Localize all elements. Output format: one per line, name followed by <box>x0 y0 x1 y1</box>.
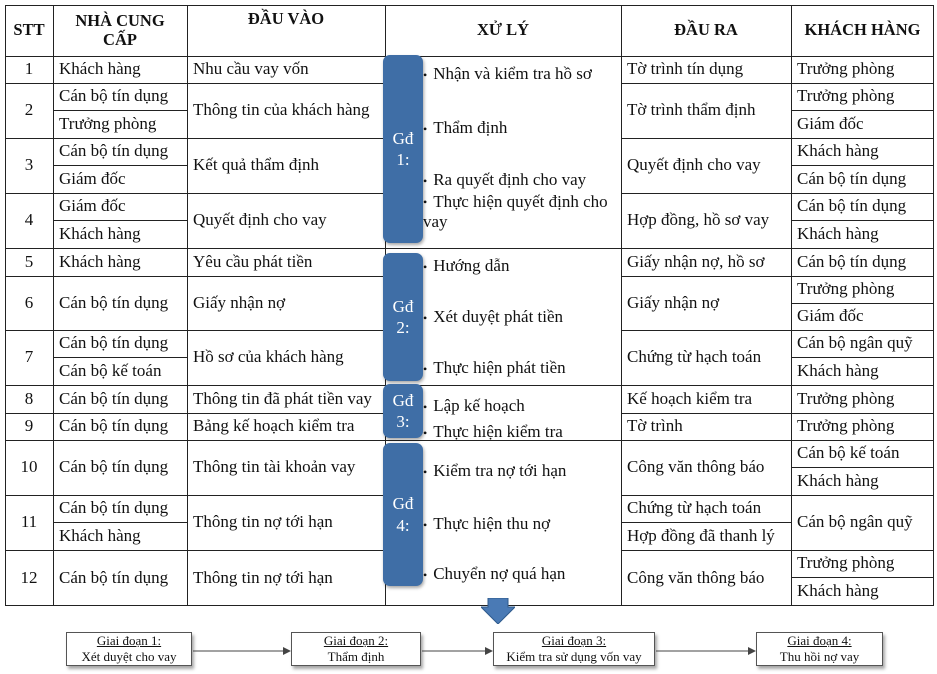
row-output: Tờ trình <box>627 416 683 436</box>
down-arrow-icon <box>481 598 515 624</box>
grid-line <box>5 550 385 551</box>
grid-line <box>187 5 188 606</box>
grid-line <box>621 413 934 414</box>
row-stt: 1 <box>24 59 34 79</box>
grid-line <box>791 220 934 221</box>
header-supplier: NHÀ CUNG CẤP <box>75 11 165 49</box>
grid-line <box>53 220 187 221</box>
process-step: • Thực hiện phát tiền <box>423 358 566 377</box>
grid-line <box>621 193 934 194</box>
row-customer: Trưởng phòng <box>797 416 895 436</box>
row-output: Giấy nhận nợ, hồ sơ <box>627 251 765 271</box>
row-stt: 8 <box>24 388 34 408</box>
row-customer: Giám đốc <box>797 306 864 326</box>
grid-line <box>791 110 934 111</box>
grid-line <box>791 303 934 304</box>
flow-title: Giai đoạn 4: <box>787 633 852 649</box>
row-output: Chứng từ hạch toán <box>627 498 762 518</box>
grid-line <box>791 5 792 606</box>
grid-line <box>621 276 934 277</box>
row-customer: Cán bộ ngân quỹ <box>797 512 913 532</box>
row-output: Chứng từ hạch toán <box>627 347 762 367</box>
grid-line <box>621 56 934 57</box>
row-supplier: Khách hàng <box>59 525 141 545</box>
row-stt: 5 <box>24 251 34 271</box>
grid-line <box>621 138 934 139</box>
row-customer: Cán bộ tín dụng <box>797 196 907 216</box>
header-input: ĐẦU VÀO <box>247 8 325 28</box>
row-stt: 4 <box>24 210 34 230</box>
row-customer: Giám đốc <box>797 113 864 133</box>
row-customer: Trưởng phòng <box>797 59 895 79</box>
grid-line <box>5 138 385 139</box>
process-step: • Thẩm định <box>423 118 508 137</box>
process-step: • Xét duyệt phát tiền <box>423 307 564 326</box>
row-stt: 9 <box>24 416 34 436</box>
row-customer: Khách hàng <box>797 360 879 380</box>
flow-box-stage-4 <box>756 632 883 666</box>
grid-line <box>791 467 934 468</box>
grid-line <box>53 5 54 606</box>
flow-title: Giai đoạn 3: <box>541 633 607 649</box>
row-output: Tờ trình thẩm định <box>627 100 756 120</box>
row-customer: Cán bộ tín dụng <box>797 168 907 188</box>
process-step: • Thực hiện quyết định cho vay <box>423 192 608 231</box>
row-input: Thông tin đã phát tiền vay <box>193 388 372 408</box>
header-process: XỬ LÝ <box>476 20 530 40</box>
row-input: Thông tin nợ tới hạn <box>193 512 333 532</box>
right-arrow-icon <box>656 646 756 656</box>
row-stt: 12 <box>20 567 38 587</box>
grid-line <box>5 385 934 386</box>
row-input: Kết quả thẩm định <box>193 155 320 175</box>
grid-line <box>5 83 385 84</box>
grid-line <box>5 56 385 57</box>
phase-block-2 <box>383 253 423 381</box>
row-customer: Khách hàng <box>797 470 879 490</box>
grid-line <box>5 330 385 331</box>
row-customer: Cán bộ kế toán <box>797 443 900 463</box>
flow-box-stage-2 <box>291 632 421 666</box>
phase-block-3 <box>383 384 423 438</box>
row-customer: Khách hàng <box>797 223 879 243</box>
row-supplier: Cán bộ tín dụng <box>59 388 169 408</box>
right-arrow-icon <box>422 646 493 656</box>
row-customer: Trưởng phòng <box>797 388 895 408</box>
row-supplier: Trưởng phòng <box>59 113 157 133</box>
row-stt: 10 <box>20 457 38 477</box>
grid-line <box>621 550 934 551</box>
grid-line <box>53 522 187 523</box>
row-supplier: Cán bộ tín dụng <box>59 457 169 477</box>
flow-box-stage-3 <box>493 632 655 666</box>
flow-desc: Thu hồi nợ vay <box>779 649 860 664</box>
row-stt: 7 <box>24 347 34 367</box>
grid-line <box>621 5 622 606</box>
grid-line <box>5 276 385 277</box>
grid-line <box>5 193 385 194</box>
header-customer: KHÁCH HÀNG <box>804 20 921 40</box>
row-supplier: Cán bộ tín dụng <box>59 86 169 106</box>
row-supplier: Khách hàng <box>59 251 141 271</box>
grid-line <box>5 495 385 496</box>
row-input: Bảng kế hoạch kiểm tra <box>193 416 355 436</box>
row-input: Thông tin nợ tới hạn <box>193 567 333 587</box>
row-supplier: Khách hàng <box>59 59 141 79</box>
row-supplier: Giám đốc <box>59 196 126 216</box>
grid-line <box>53 357 187 358</box>
row-output: Kế hoạch kiểm tra <box>627 388 753 408</box>
process-step: • Ra quyết định cho vay <box>423 170 587 189</box>
process-step: • Hướng dẫn <box>423 256 510 275</box>
row-customer: Trưởng phòng <box>797 553 895 573</box>
row-input: Hồ sơ của khách hàng <box>193 347 344 367</box>
row-supplier: Cán bộ tín dụng <box>59 141 169 161</box>
flow-title: Giai đoạn 1: <box>96 633 162 649</box>
grid-line <box>791 577 934 578</box>
grid-line <box>5 413 385 414</box>
grid-line <box>621 495 934 496</box>
row-output: Hợp đồng, hồ sơ vay <box>627 210 770 230</box>
row-input: Nhu cầu vay vốn <box>193 59 309 79</box>
row-input: Thông tin của khách hàng <box>193 100 370 120</box>
row-output: Quyết định cho vay <box>627 155 761 175</box>
process-step: • Kiểm tra nợ tới hạn <box>423 461 567 480</box>
phase-label: Gđ 3: <box>392 390 414 431</box>
phase-block-4 <box>383 443 423 586</box>
row-customer: Trưởng phòng <box>797 86 895 106</box>
row-output: Công văn thông báo <box>627 457 765 477</box>
grid-line <box>621 83 934 84</box>
row-supplier: Cán bộ tín dụng <box>59 333 169 353</box>
flow-title: Giai đoạn 2: <box>323 633 389 649</box>
process-step: • Nhận và kiểm tra hồ sơ <box>423 64 592 83</box>
row-supplier: Cán bộ tín dụng <box>59 498 169 518</box>
grid-line <box>5 5 6 606</box>
row-customer: Khách hàng <box>797 141 879 161</box>
grid-line <box>53 110 187 111</box>
phase-label: Gđ 1: <box>392 128 414 169</box>
row-input: Yêu cầu phát tiền <box>193 251 313 271</box>
grid-line <box>621 330 934 331</box>
row-stt: 11 <box>20 512 38 532</box>
grid-line <box>5 605 934 606</box>
row-supplier: Cán bộ tín dụng <box>59 567 169 587</box>
row-output: Công văn thông báo <box>627 567 765 587</box>
row-supplier: Giám đốc <box>59 168 126 188</box>
flow-desc: Kiểm tra sử dụng vốn vay <box>506 649 642 664</box>
grid-line <box>53 165 187 166</box>
row-customer: Cán bộ tín dụng <box>797 251 907 271</box>
row-customer: Cán bộ ngân quỹ <box>797 333 913 353</box>
process-step: • Thực hiện thu nợ <box>423 514 551 533</box>
row-supplier: Khách hàng <box>59 223 141 243</box>
row-supplier: Cán bộ tín dụng <box>59 292 169 312</box>
row-output: Hợp đồng đã thanh lý <box>627 525 775 545</box>
process-step: • Chuyển nợ quá hạn <box>423 564 566 583</box>
row-supplier: Cán bộ tín dụng <box>59 416 169 436</box>
flow-box-stage-1 <box>66 632 192 666</box>
process-step: • Lập kế hoạch <box>423 396 525 415</box>
header-stt: STT <box>13 20 45 40</box>
row-stt: 2 <box>24 100 34 120</box>
row-customer: Trưởng phòng <box>797 279 895 299</box>
row-input: Thông tin tài khoản vay <box>193 457 356 477</box>
row-customer: Khách hàng <box>797 581 879 601</box>
row-stt: 3 <box>24 155 34 175</box>
flow-desc: Xét duyệt cho vay <box>81 649 177 664</box>
process-step: • Thực hiện kiểm tra <box>423 422 563 441</box>
flow-desc: Thẩm định <box>327 649 385 664</box>
row-input: Giấy nhận nợ <box>193 292 286 312</box>
grid-line <box>5 5 934 6</box>
row-stt: 6 <box>24 292 34 312</box>
row-output: Tờ trình tín dụng <box>627 59 744 79</box>
phase-label: Gđ 4: <box>392 494 414 535</box>
grid-line <box>791 357 934 358</box>
row-output: Giấy nhận nợ <box>627 292 720 312</box>
right-arrow-icon <box>193 646 291 656</box>
row-input: Quyết định cho vay <box>193 210 327 230</box>
grid-line <box>933 5 934 606</box>
phase-block-1 <box>383 55 423 243</box>
phase-label: Gđ 2: <box>392 296 414 337</box>
grid-line <box>791 165 934 166</box>
grid-line <box>5 248 934 249</box>
header-output: ĐẦU RA <box>674 20 738 40</box>
row-supplier: Cán bộ kế toán <box>59 360 162 380</box>
grid-line <box>621 522 791 523</box>
